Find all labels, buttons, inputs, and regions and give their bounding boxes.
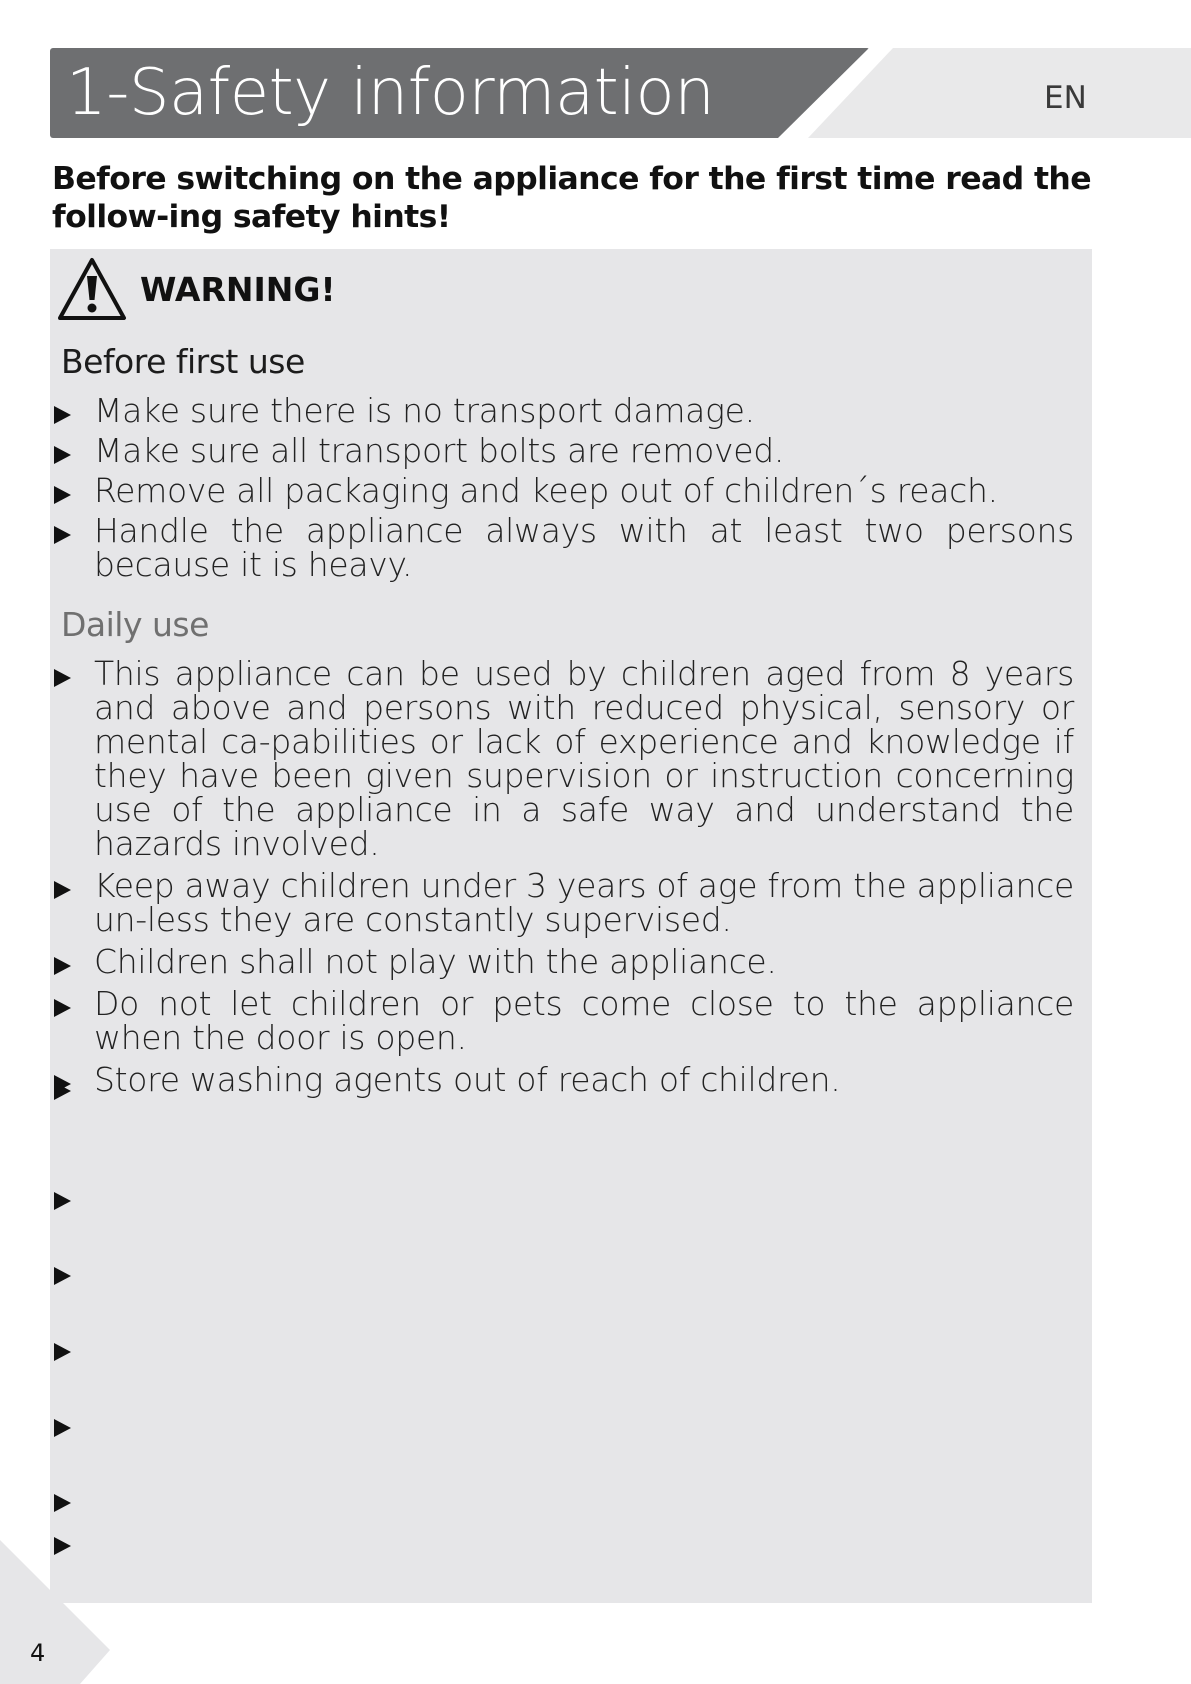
bullet-arrow-icon: [54, 406, 71, 424]
bullet-arrow-icon: [54, 881, 71, 899]
language-label: EN: [1044, 80, 1087, 116]
bullet-arrow-icon: [54, 1343, 71, 1361]
bullet-arrow-icon: [54, 486, 71, 504]
bullet-arrow-icon: [54, 999, 71, 1017]
list-item: Keep away children under 3 years of age from the appliance un-less they are constantly supervised.: [52, 869, 1074, 937]
warning-triangle-icon: [56, 256, 128, 322]
bullet-arrow-icon: [54, 957, 71, 975]
intro-text: Before switching on the appliance for the first time read the follow-ing safety hints!: [52, 161, 1091, 235]
list-item: Do not let children or pets come close to the appliance when the door is open.: [52, 987, 1074, 1055]
bullet-arrow-icon: [54, 1267, 71, 1285]
page-number: 4: [30, 1639, 46, 1667]
before-first-use-list: [52, 391, 1074, 588]
language-band: [808, 48, 1191, 138]
section-title: 1-Safety information: [66, 56, 715, 130]
list-item: Remove all packaging and keep out of children´s reach.: [52, 474, 1074, 508]
list-item: Make sure there is no transport damage.: [52, 394, 1074, 428]
bullet-arrow-icon: [54, 446, 71, 464]
list-item: Handle the appliance always with at least two persons because it is heavy.: [52, 514, 1074, 582]
bullet-arrow-icon: [54, 1494, 71, 1512]
bullet-arrow-icon: [54, 669, 71, 687]
bullet-arrow-icon: [54, 1419, 71, 1437]
section-heading-daily-use: Daily use: [61, 605, 209, 644]
bullet-arrow-icon: [54, 1082, 71, 1100]
bullet-arrow-icon: [54, 526, 71, 544]
list-item: Store washing agents out of reach of children.: [52, 1063, 1074, 1097]
warning-label: WARNING!: [140, 270, 336, 309]
list-item: Make sure all transport bolts are removed.: [52, 434, 1074, 468]
daily-use-list: [52, 654, 1074, 1105]
bullet-arrow-icon: [54, 1537, 71, 1555]
list-item: Children shall not play with the appliance.: [52, 945, 1074, 979]
section-heading-before-first-use: Before first use: [61, 342, 305, 381]
list-item: This appliance can be used by children aged from 8 years and above and persons with reduced physical, sensory or mental ca-pabilities or lack of experience and knowledge if they have been given supervision or instruction concerning use of the appliance in a safe way and understand the hazards involved.: [52, 657, 1074, 861]
bullet-arrow-icon: [54, 1192, 71, 1210]
